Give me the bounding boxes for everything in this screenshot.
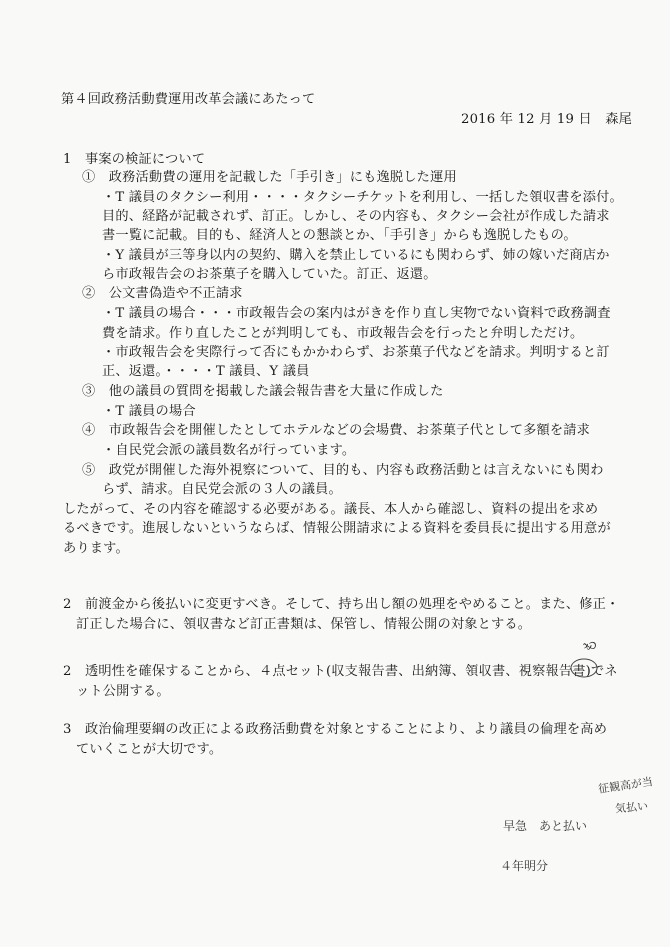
item-2-line: 費を請求。作り直したことが判明しても、市政報告会を行ったと弁明しただけ。 [102, 326, 584, 341]
item-2-line: ・市政報告会を実際行って否にもかかわらず、お茶菓子代などを請求。判明すると訂 [102, 345, 610, 360]
item-2-heading: ② 公文書偽造や不正請求 [82, 286, 243, 301]
section-2-line: 訂正した場合に、領収書など訂正書類は、保管し、情報公開の対象とする。 [76, 617, 532, 632]
section-3-line: ていくことが大切です。 [76, 742, 223, 757]
conclusion-line: あります。 [63, 541, 129, 556]
item-4-heading: ④ 市政報告会を開催したとしてホテルなどの会場費、お茶菓子代として多額を請求 [82, 423, 591, 438]
item-1-line: ら市政報告会のお茶菓子を購入していた。訂正、返還。 [102, 267, 437, 282]
section-2b-line: 2 透明性を確保することから、４点セット(収支報告書、出納簿、領収書、視察報告書)でネ [63, 664, 618, 679]
item-1-line: 書一覧に記載。目的も、経済人との懇談とか、「手引き」からも逸脱したもの。 [102, 228, 577, 243]
item-2-line: ・T 議員の場合・・・市政報告会の案内はがきを作り直し実物でない資料で政務調査 [102, 306, 611, 321]
handwritten-note: ４年明分 [500, 859, 549, 873]
handwritten-circle [566, 657, 602, 679]
document-title: 第４回政務活動費運用改革会議にあたって [61, 92, 316, 107]
handwritten-mo: も [578, 635, 602, 656]
item-1-heading: ① 政務活動費の運用を記載した「手引き」にも逸脱した運用 [82, 170, 457, 185]
section-3-line: 3 政治倫理要綱の改正による政務活動費を対象とすることにより、より議員の倫理を高め [63, 722, 608, 737]
date-author: 2016 年 12 月 19 日 森尾 [460, 112, 632, 127]
conclusion-line: したがって、その内容を確認する必要がある。議長、本人から確認し、資料の提出を求め [63, 502, 599, 517]
section-2b-line: ット公開する。 [76, 684, 170, 699]
item-1-line: ・Y 議員が三等身以内の契約、購入を禁止しているにも関わらず、姉の嫁いだ商店か [102, 248, 610, 263]
item-4-line: ・自民党会派の議員数名が行っています。 [102, 443, 356, 458]
handwritten-note: 早急 あと払い [503, 819, 588, 833]
handwritten-note: 気払い [614, 799, 649, 816]
item-3-line: ・T 議員の場合 [102, 404, 196, 419]
conclusion-line: るべきです。進展しないというならば、情報公開請求による資料を委員長に提出する用意が [63, 521, 611, 536]
item-1-line: ・T 議員のタクシー利用・・・・タクシーチケットを利用し、一括した領収書を添付。 [102, 190, 623, 205]
item-3-heading: ③ 他の議員の質問を掲載した議会報告書を大量に作成した [82, 384, 444, 399]
section-1-heading: 1 事案の検証について [63, 152, 206, 167]
item-5-heading: ⑤ 政党が開催した海外視察について、目的も、内容も政務活動とは言えないにも関わ [82, 463, 604, 478]
item-2-line: 正、返還。・・・・T 議員、Y 議員 [102, 364, 310, 379]
section-2-line: 2 前渡金から後払いに変更すべき。そして、持ち出し額の処理をやめること。また、修正・ [63, 597, 620, 612]
handwritten-note: 征観高が当 [597, 775, 654, 796]
item-1-line: 目的、経路が記載されず、訂正。しかし、その内容も、タクシー会社が作成した請求 [102, 209, 610, 224]
item-5-line: らず、請求。自民党会派の３人の議員。 [102, 482, 342, 497]
